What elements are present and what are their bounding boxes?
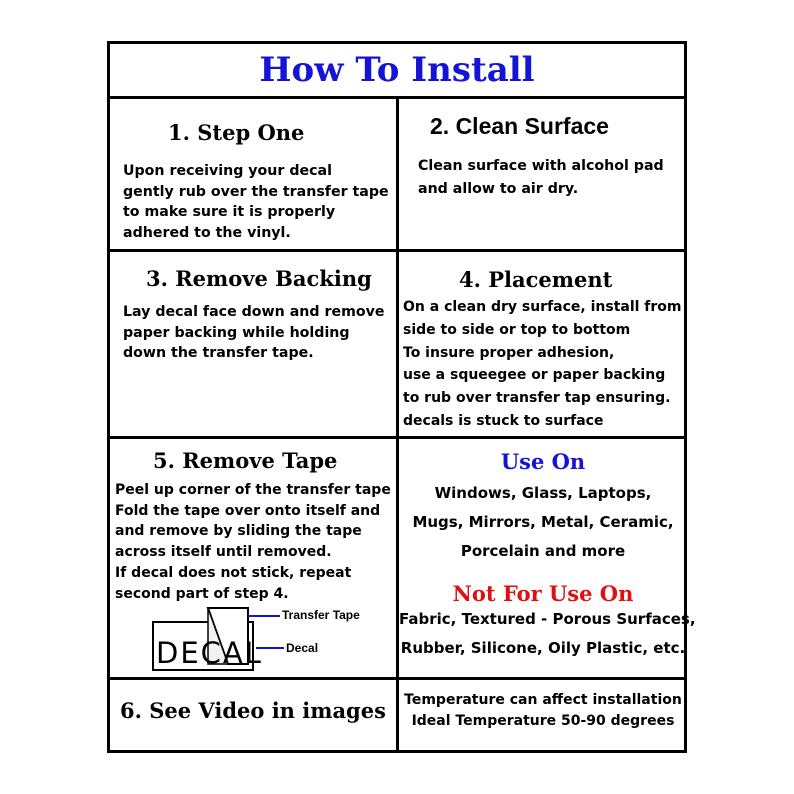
step5-line: If decal does not stick, repeat (115, 565, 352, 581)
step5-text (115, 480, 391, 562)
step4-line: On a clean dry surface, install from (403, 299, 682, 315)
step3-heading: 3. Remove Backing (146, 266, 372, 291)
step3-text (123, 302, 385, 364)
step3-line: down the transfer tape. (123, 345, 314, 361)
step2-line: Clean surface with alcohol pad (418, 158, 664, 174)
step4-line: to rub over transfer tap ensuring. (403, 390, 671, 407)
step1-line: adhered to the vinyl. (123, 224, 291, 241)
decal-word: DECAL (156, 636, 263, 670)
step4-text (403, 296, 682, 433)
step6-heading: 6. See Video in images (120, 698, 386, 723)
step4-line: To insure proper adhesion, (403, 344, 615, 361)
step4-heading: 4. Placement (459, 267, 613, 292)
not-for-use-list (399, 605, 696, 663)
step5-text-repeat (115, 563, 351, 604)
step1-line: gently rub over the transfer tape (123, 183, 389, 200)
step5-line: across itself until removed. (115, 543, 332, 560)
step3-line: Lay decal face down and remove (123, 304, 385, 320)
page-title: How To Install (259, 50, 535, 90)
temperature-line: Ideal Temperature 50-90 degrees (411, 713, 675, 729)
use-on-line: Porcelain and more (460, 542, 626, 560)
temperature-line: Temperature can affect installation (404, 692, 682, 708)
use-on-heading: Use On (500, 449, 586, 474)
use-on-list (399, 479, 687, 566)
transfer-tape-label: Transfer Tape (282, 608, 360, 622)
not-for-use-line: Rubber, Silicone, Oily Plastic, etc. (400, 639, 686, 657)
step5-line: Fold the tape over onto itself and (115, 502, 381, 519)
step1-text (123, 161, 389, 243)
step4-line: side to side or top to bottom (403, 321, 631, 338)
step3-line: paper backing while holding (123, 324, 350, 341)
step4-line: decals is stuck to surface (403, 412, 604, 429)
step1-line: Upon receiving your decal (123, 163, 332, 179)
step4-line: use a squeegee or paper backing (403, 367, 666, 384)
step5-line: Peel up corner of the transfer tape (115, 482, 391, 498)
decal-diagram (148, 604, 378, 674)
step1-heading: 1. Step One (168, 120, 305, 145)
step1-line: to make sure it is properly (123, 204, 336, 220)
use-on-line: Mugs, Mirrors, Metal, Ceramic, (412, 513, 674, 531)
step2-line: and allow to air dry. (418, 181, 579, 197)
use-on-line: Windows, Glass, Laptops, (434, 484, 652, 502)
not-for-use-line: Fabric, Textured - Porous Surfaces, (399, 610, 696, 628)
step2-heading: 2. Clean Surface (430, 113, 609, 139)
step5-heading: 5. Remove Tape (153, 448, 338, 473)
step5-line: and remove by sliding the tape (115, 523, 362, 539)
instruction-sheet (107, 41, 696, 753)
step5-line: second part of step 4. (115, 585, 289, 602)
not-for-use-heading: Not For Use On (452, 581, 634, 606)
decal-label: Decal (286, 641, 319, 655)
step2-text (418, 155, 664, 201)
temperature-note (399, 690, 687, 732)
